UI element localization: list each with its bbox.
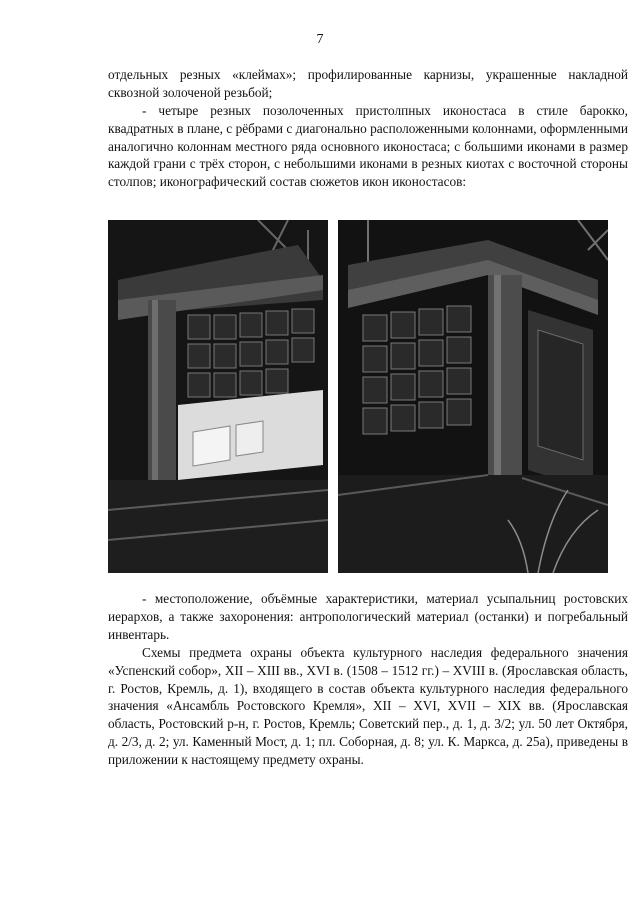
iconostasis-photo-right [338,220,608,573]
paragraph-iconostases: - четыре резных позолоченных пристолпных иконостаса в стиле барокко, квадратных в плане, с рёбрами с диагонально расположенными колоннами, оформленными аналогично колоннам местного ряда основного иконостаса; с большими иконами в размер каждой грани с трёх сторон, с небольшими иконами в резных киотах с восточной стороны столпов; иконографический состав сюжетов икон иконостасов: [108,103,628,190]
iconostasis-photo-left [108,220,328,573]
paragraph-carving: отдельных резных «клеймах»; профилированные карнизы, украшенные накладной сквозной золоченой резьбой; [108,67,628,100]
paragraph-tombs: - местоположение, объёмные характеристики, материал усыпальниц ростовских иерархов, а также захоронения: антропологический материал (останки) и погребальный инвентарь. [108,591,628,642]
paragraph-schemes: Схемы предмета охраны объекта культурного наследия федерального значения «Успенский собор», XII – XIII вв., XVI в. (1508 – 1512 гг.) – XVIII в. (Ярославская область, г. Ростов, Кремль, д. 1), входящего в состав объекта культурного наследия федерального значения «Ансамбль Ростовского Кремля», XII – XVI, XVII – XIX вв. (Ярославская область, Ростовский р-н, г. Ростов, Кремль; Советский пер., д. 1, д. 3/2; ул. 50 лет Октября, д. 2/3, д. 2; ул. Каменный Мост, д. 1; пл. Соборная, д. 8; ул. К. Маркса, д. 25а), приведены в приложении к настоящему предмету охраны. [108,645,628,767]
page-number: 7 [316,32,324,47]
